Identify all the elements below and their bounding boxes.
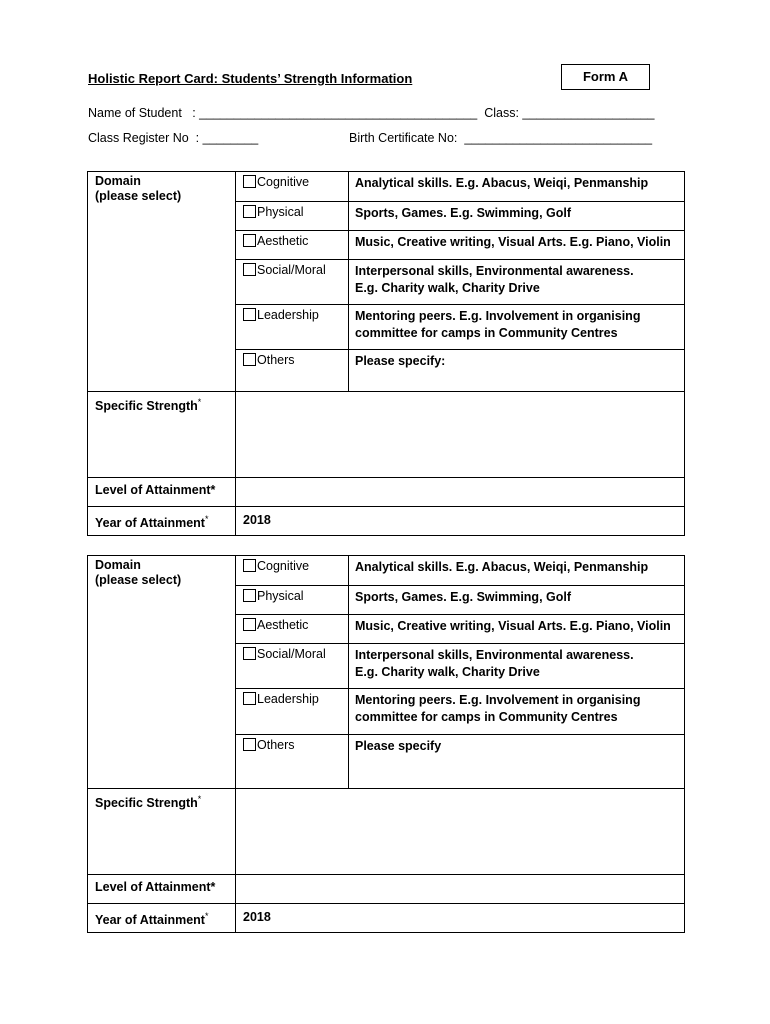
domain-label-cell: [88, 556, 236, 789]
domain-sublabel: (please select): [95, 189, 182, 203]
option-physical[interactable]: [236, 586, 349, 615]
specific-strength-label: Specific Strength*: [88, 392, 236, 478]
option-physical[interactable]: [236, 202, 349, 231]
level-of-attainment-label: Level of Attainment*: [88, 875, 236, 904]
level-row: [88, 478, 685, 507]
checkbox[interactable]: [243, 618, 256, 631]
year-of-attainment-field[interactable]: 2018: [236, 507, 685, 536]
option-label: Social/Moral: [257, 647, 326, 661]
option-description: Mentoring peers. E.g. Involvement in organising committee for camps in Community Centres: [349, 305, 685, 350]
specific-strength-field[interactable]: [236, 789, 685, 875]
domain-row: [88, 556, 685, 586]
option-cognitive[interactable]: [236, 172, 349, 202]
option-label: Aesthetic: [257, 618, 309, 632]
student-name-class-line[interactable]: Name of Student : ________________________________________ Class: ___________________: [88, 106, 655, 120]
option-aesthetic[interactable]: [236, 615, 349, 644]
domain-label: Domain: [95, 558, 141, 572]
checkbox[interactable]: [243, 175, 256, 188]
option-description: Music, Creative writing, Visual Arts. E.g. Piano, Violin: [349, 231, 685, 260]
option-label: Cognitive: [257, 175, 310, 189]
checkbox[interactable]: [243, 738, 256, 751]
option-label: Aesthetic: [257, 234, 309, 248]
checkbox[interactable]: [243, 589, 256, 602]
option-others[interactable]: [236, 350, 349, 392]
level-of-attainment-label: Level of Attainment*: [88, 478, 236, 507]
checkbox[interactable]: [243, 559, 256, 572]
strength-section-2: [87, 555, 685, 933]
option-label: Leadership: [257, 692, 319, 706]
specific-strength-field[interactable]: [236, 392, 685, 478]
year-row: [88, 904, 685, 933]
option-description: Sports, Games. E.g. Swimming, Golf: [349, 586, 685, 615]
option-social-moral[interactable]: [236, 260, 349, 305]
class-register-line[interactable]: Class Register No : ________: [88, 131, 259, 145]
option-description: Music, Creative writing, Visual Arts. E.g. Piano, Violin: [349, 615, 685, 644]
option-label: Others: [257, 738, 295, 752]
option-others[interactable]: [236, 735, 349, 789]
checkbox[interactable]: [243, 692, 256, 705]
domain-label-cell: [88, 172, 236, 392]
level-of-attainment-field[interactable]: [236, 478, 685, 507]
domain-row: [88, 172, 685, 202]
option-label: Social/Moral: [257, 263, 326, 277]
option-leadership[interactable]: [236, 689, 349, 735]
option-social-moral[interactable]: [236, 644, 349, 689]
option-leadership[interactable]: [236, 305, 349, 350]
year-of-attainment-label: Year of Attainment*: [88, 904, 236, 933]
specific-strength-row: [88, 392, 685, 478]
option-description: Analytical skills. E.g. Abacus, Weiqi, Penmanship: [349, 172, 685, 202]
domain-sublabel: (please select): [95, 573, 182, 587]
domain-label: Domain: [95, 174, 141, 188]
option-description[interactable]: Please specify:: [349, 350, 685, 392]
option-description: Mentoring peers. E.g. Involvement in organising committee for camps in Community Centres: [349, 689, 685, 735]
option-cognitive[interactable]: [236, 556, 349, 586]
year-row: [88, 507, 685, 536]
option-description: Interpersonal skills, Environmental awareness. E.g. Charity walk, Charity Drive: [349, 644, 685, 689]
option-label: Leadership: [257, 308, 319, 322]
checkbox[interactable]: [243, 353, 256, 366]
option-description: Sports, Games. E.g. Swimming, Golf: [349, 202, 685, 231]
option-label: Physical: [257, 589, 304, 603]
form-label-box: Form A: [561, 64, 650, 90]
option-description[interactable]: Please specify: [349, 735, 685, 789]
checkbox[interactable]: [243, 647, 256, 660]
year-of-attainment-field[interactable]: 2018: [236, 904, 685, 933]
form-title: Holistic Report Card: Students’ Strength Information: [88, 71, 413, 86]
specific-strength-label: Specific Strength*: [88, 789, 236, 875]
year-of-attainment-label: Year of Attainment*: [88, 507, 236, 536]
option-description: Analytical skills. E.g. Abacus, Weiqi, Penmanship: [349, 556, 685, 586]
checkbox[interactable]: [243, 308, 256, 321]
checkbox[interactable]: [243, 205, 256, 218]
option-label: Physical: [257, 205, 304, 219]
strength-section-1: [87, 171, 685, 536]
checkbox[interactable]: [243, 234, 256, 247]
specific-strength-row: [88, 789, 685, 875]
option-label: Cognitive: [257, 559, 310, 573]
option-aesthetic[interactable]: [236, 231, 349, 260]
checkbox[interactable]: [243, 263, 256, 276]
option-description: Interpersonal skills, Environmental awareness. E.g. Charity walk, Charity Drive: [349, 260, 685, 305]
option-label: Others: [257, 353, 295, 367]
level-of-attainment-field[interactable]: [236, 875, 685, 904]
birth-certificate-line[interactable]: Birth Certificate No: ___________________________: [349, 131, 653, 145]
level-row: [88, 875, 685, 904]
